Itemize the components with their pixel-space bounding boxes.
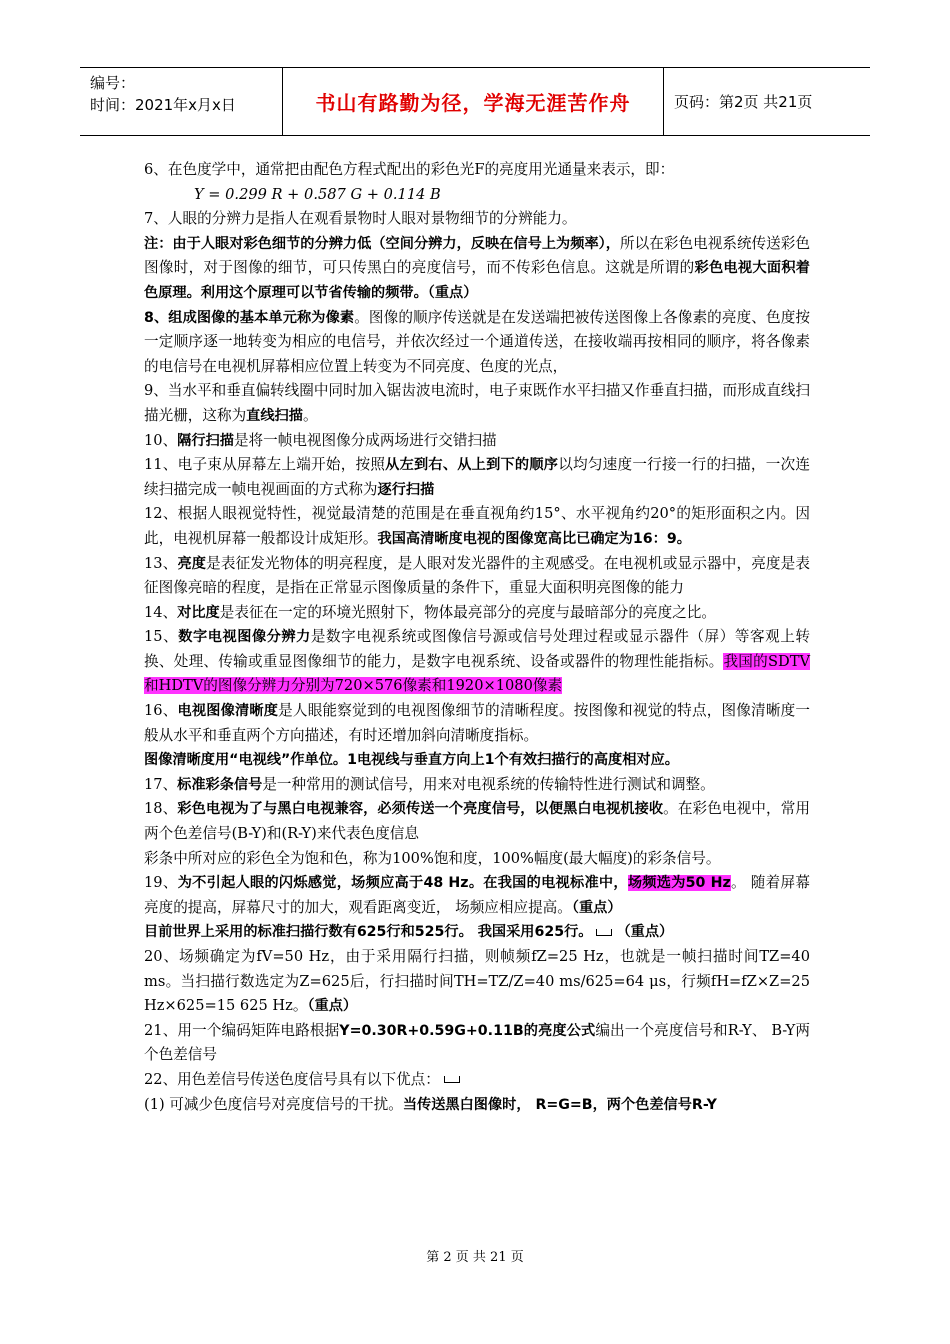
text-run: 注：由于人眼对彩色细节的分辨力低（空间分辨力，反映在信号上为频率）， <box>144 235 621 252</box>
text-run: 。 随着屏幕亮度的提高，屏幕尺寸的加大，观看距离变近， 场频应相应提高。 <box>144 874 810 916</box>
text-run: （重点） <box>571 899 622 916</box>
text-run: 。图像的顺序传送就是在发送端把被传送图像上各像素的亮度、色度按一定顺序逐一地转变为相应的电信号，并依次经过一个通道传送，在接收端再按相同的顺序，将各像素的电信号在电视机屏幕相应位置上转变为不同亮度、色度的光点， <box>144 308 810 375</box>
text-run: 对比度 <box>177 604 220 621</box>
text-run: （重点） <box>616 924 674 941</box>
text-run: 10、 <box>144 431 178 449</box>
text-run: 是人眼能察觉到的电视图像细节的清晰程度。按图像和视觉的特点，图像清晰度一般从水平和垂直两个方向描述，有时还增加斜向清晰度指标。 <box>144 702 810 744</box>
text-run: 场频选为50 Hz <box>627 875 731 892</box>
text-run: 是表征在一定的环境光照射下，物体最亮部分的亮度与最暗部分的亮度之比。 <box>219 603 716 621</box>
paragraph <box>144 207 810 232</box>
text-run: 亮度 <box>177 555 207 572</box>
text-run: 彩条中所对应的彩色全为饱和色，称为100%饱和度，100%幅度(最大幅度)的彩条信号。 <box>144 849 721 867</box>
text-run: 编出一个亮度信号和R-Y、 B-Y两个色差信号 <box>144 1021 810 1064</box>
text-run: 目前世界上采用的标准扫描行数有625行和525行。 我国采用625行。 <box>144 924 593 941</box>
text-run: 13、 <box>144 554 178 572</box>
header-motto: 书山有路勤为径，学海无涯苦作舟 <box>283 68 664 135</box>
paragraph <box>144 429 810 454</box>
page-footer: 第 2 页 共 21 页 <box>426 1250 524 1265</box>
text-run: 。在彩色电视中，常用两个色差信号(B-Y)和(R-Y)来代表色度信息 <box>144 800 810 843</box>
text-run: 12、根据人眼视觉特性，视觉最清楚的范围是在垂直视角约15°、水平视角约20°的矩形面积之内。因此，电视机屏幕一般都设计成矩形。 <box>144 505 810 547</box>
paragraph <box>144 232 810 306</box>
text-run: 我国的SDTV和HDTV的图像分辨力分别为720×576像素和1920×1080像素 <box>144 652 810 695</box>
text-run: 17、 <box>144 775 178 793</box>
text-run: Y=0.30R+0.59G+0.11B的亮度公式 <box>339 1022 596 1039</box>
text-run: 7、人眼的分辨力是指人在观看景物时人眼对景物细节的分辨能力。 <box>144 210 577 228</box>
text-run: 所以在彩色电视系统传送彩色图像时，对于图像的细节，可只传黑白的亮度信号，而不传彩色信息。这就是所谓的 <box>144 234 810 277</box>
text-run: 数字电视图像分辨力 <box>178 629 311 646</box>
text-run: 15、 <box>144 628 179 646</box>
number-label: 编号： <box>90 74 136 92</box>
paragraph <box>144 552 810 601</box>
text-run: 以均匀速度一行接一行的扫描，一次连续扫描完成一帧电视画面的方式称为 <box>144 456 810 498</box>
text-run: 21、用一个编码矩阵电路根据 <box>144 1021 340 1039</box>
text-run: 图像清晰度用“电视线”作单位。1电视线与垂直方向上1个有效扫描行的高度相对应。 <box>144 752 679 769</box>
paragraph <box>144 379 810 428</box>
text-run: 14、 <box>144 603 178 621</box>
text-run: 11、电子束从屏幕左上端开始，按照 <box>144 456 386 474</box>
text-run: 彩色电视为了与黑白电视兼容，必须传送一个亮度信号，以便黑白电视机接收 <box>177 801 664 818</box>
paragraph <box>144 847 810 872</box>
text-run: 从左到右、从上到下的顺序 <box>385 457 559 474</box>
paragraph <box>144 625 810 699</box>
header-info <box>80 68 283 135</box>
text-run: 6、在色度学中，通常把由配色方程式配出的彩色光F的亮度用光通量来表示，即： <box>144 161 675 178</box>
paragraph <box>144 1068 810 1093</box>
text-run: 是数字电视系统或图像信号源或信号处理过程或显示器件（屏）等客观上转换、处理、传输或重显图像细节的能力，是数字电视系统、设备或器件的物理性能指标。 <box>144 628 810 670</box>
paragraph <box>144 453 810 502</box>
text-run: 当传送黑白图像时， R=G=B，两个色差信号R-Y <box>402 1096 717 1113</box>
text-run: (1) 可减少色度信号对亮度信号的干扰。 <box>144 1095 403 1113</box>
time-label: 时间：2021年x月x日 <box>90 96 236 114</box>
paragraph <box>144 158 810 183</box>
page-header <box>80 67 870 136</box>
text-run: 标准彩条信号 <box>177 776 263 793</box>
text-run: Y = 0.299 R + 0.587 G + 0.114 B <box>194 185 441 203</box>
text-run: 19、 <box>144 874 178 892</box>
text-run: 是将一帧电视图像分成两场进行交错扫描 <box>233 431 497 449</box>
text-run: 18、 <box>144 800 178 818</box>
paragraph <box>144 1019 810 1068</box>
text-run: （重点） <box>307 998 358 1015</box>
paragraph <box>144 773 810 798</box>
text-run: 。 <box>302 406 318 424</box>
paragraph <box>144 502 810 551</box>
header-page-label: 页码：第2页 共21页 <box>674 93 813 111</box>
paragraph <box>144 601 810 626</box>
paragraph <box>144 699 810 748</box>
text-run: 16、 <box>144 702 178 720</box>
paragraph <box>144 797 810 846</box>
text-run: 是一种常用的测试信号，用来对电视系统的传输特性进行测试和调整。 <box>262 775 715 793</box>
paragraph <box>144 871 810 920</box>
document-body <box>144 158 810 1117</box>
edit-mark-icon <box>444 1076 460 1083</box>
paragraph <box>144 748 810 773</box>
text-run: 我国高清晰度电视的图像宽高比已确定为16：9。 <box>377 530 691 547</box>
text-run: 是表征发光物体的明亮程度，是人眼对发光器件的主观感受。在电视机或显示器中，亮度是表征图像亮暗的程度，是指在正常显示图像质量的条件下，重显大面积明亮图像的能力 <box>144 554 810 597</box>
text-run: 电视图像清晰度 <box>177 703 279 720</box>
text-run: 彩色电视大面积着色原理。利用这个原理可以节省传输的频带。（重点） <box>144 260 810 301</box>
text-run: 直线扫描 <box>246 407 303 424</box>
paragraph <box>144 1093 810 1118</box>
text-run: 隔行扫描 <box>177 432 234 449</box>
paragraph <box>144 945 810 1019</box>
text-run: 8、组成图像的基本单元称为像素 <box>144 309 355 326</box>
text-run: 9、当水平和垂直偏转线圈中同时加入锯齿波电流时，电子束既作水平扫描又作垂直扫描，而形成直线扫描光栅，这称为 <box>144 382 811 424</box>
paragraph <box>144 920 810 945</box>
paragraph <box>144 183 810 208</box>
text-run: 20、场频确定为fV=50 Hz，由于采用隔行扫描，则帧频fZ=25 Hz，也就是一帧扫描时间TZ=40 ms。当扫描行数选定为Z=625后，行扫描时间TH=TZ/Z=40 ms/625=64 μs，行频fH=fZ×Z=25 Hz×625=15 625 Hz。 <box>144 948 810 1015</box>
text-run: 22、用色差信号传送色度信号具有以下优点： <box>144 1070 440 1088</box>
paragraph <box>144 306 810 380</box>
text-run: 逐行扫描 <box>377 481 435 498</box>
text-run: 为不引起人眼的闪烁感觉，场频应高于48 Hz。在我国的电视标准中， <box>177 875 628 892</box>
edit-mark-icon <box>596 929 612 936</box>
